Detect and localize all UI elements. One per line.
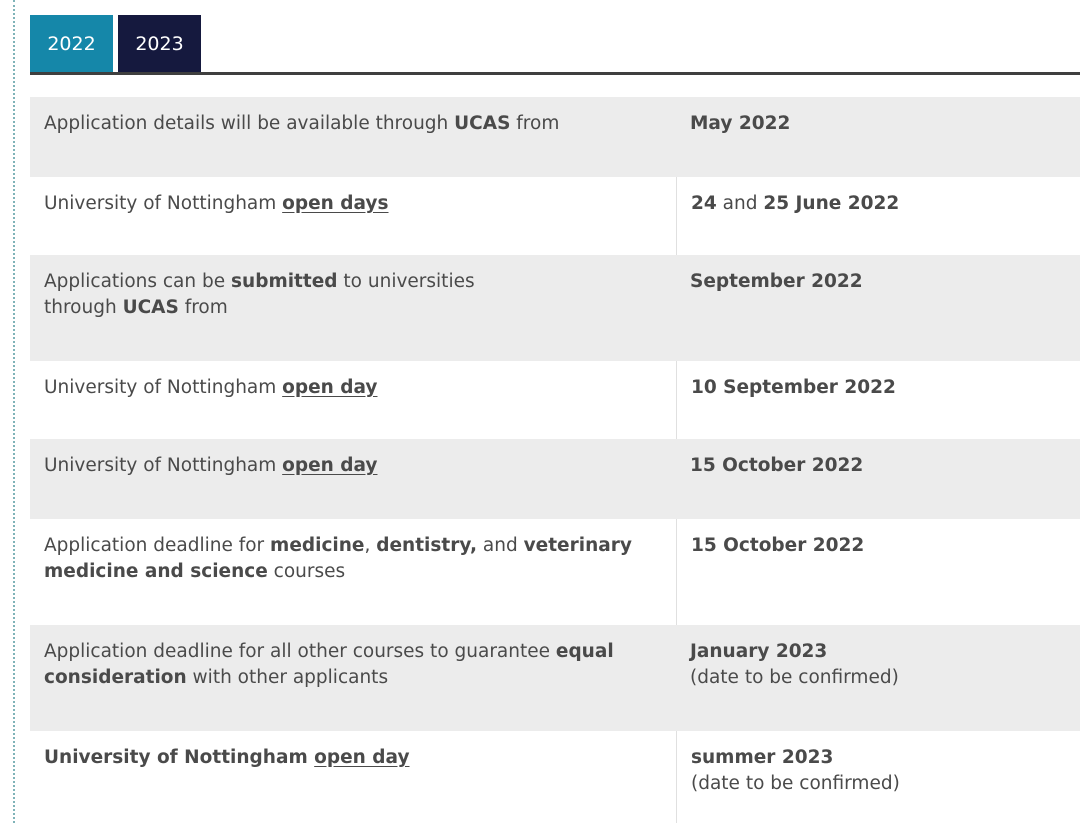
event-text-part: University of Nottingham bbox=[44, 747, 315, 768]
date-cell bbox=[676, 361, 1080, 439]
event-text-part: with other applicants bbox=[186, 667, 389, 688]
date-cell bbox=[676, 731, 1080, 823]
event-cell bbox=[30, 255, 676, 361]
open-days-link[interactable]: open days bbox=[282, 193, 389, 214]
date-part: and bbox=[716, 193, 764, 214]
event-text bbox=[44, 375, 656, 401]
event-text bbox=[44, 111, 656, 137]
event-text bbox=[44, 453, 656, 479]
tab-2023[interactable]: 2023 bbox=[118, 15, 201, 73]
event-cell bbox=[30, 97, 676, 177]
table-row bbox=[30, 625, 1080, 731]
equal-consideration-emphasis: consideration bbox=[44, 667, 187, 688]
event-text-part: University of Nottingham bbox=[44, 193, 283, 214]
event-cell bbox=[30, 731, 676, 823]
tab-underline bbox=[30, 72, 1080, 75]
tab-2022[interactable]: 2022 bbox=[30, 15, 113, 73]
date-text bbox=[691, 191, 1080, 217]
event-cell bbox=[30, 625, 676, 731]
event-text-part: to universities bbox=[337, 271, 475, 292]
event-cell bbox=[30, 361, 676, 439]
open-day-link[interactable]: open day bbox=[314, 747, 410, 768]
event-text-part: Application deadline for bbox=[44, 535, 271, 556]
ucas-emphasis: UCAS bbox=[122, 297, 179, 318]
left-dotted-border bbox=[13, 0, 15, 823]
year-tabs bbox=[30, 15, 1080, 73]
table-row bbox=[30, 255, 1080, 361]
date-text: 10 September 2022 bbox=[691, 377, 896, 398]
event-text-part: and bbox=[477, 535, 524, 556]
date-cell bbox=[676, 625, 1080, 731]
event-text bbox=[44, 639, 656, 691]
open-day-link[interactable]: open day bbox=[282, 455, 378, 476]
table-row bbox=[30, 731, 1080, 823]
event-text-part: from bbox=[510, 113, 560, 134]
open-day-link[interactable]: open day bbox=[282, 377, 378, 398]
date-text: May 2022 bbox=[690, 113, 791, 134]
table-row bbox=[30, 97, 1080, 177]
date-cell bbox=[676, 439, 1080, 519]
event-text-part: Application deadline for all other courses to guarantee bbox=[44, 641, 556, 662]
course-emphasis: veterinary bbox=[523, 535, 632, 556]
event-cell bbox=[30, 177, 676, 255]
date-text: September 2022 bbox=[690, 271, 863, 292]
date-text: 15 October 2022 bbox=[691, 535, 865, 556]
event-text-part: Application details will be available through bbox=[44, 113, 455, 134]
date-note: (date to be confirmed) bbox=[691, 773, 900, 794]
event-text-part: from bbox=[178, 297, 228, 318]
course-emphasis: medicine bbox=[270, 535, 365, 556]
event-text-part: courses bbox=[267, 561, 346, 582]
date-part: 24 bbox=[691, 193, 717, 214]
submitted-emphasis: submitted bbox=[231, 271, 338, 292]
date-text: summer 2023 bbox=[691, 747, 834, 768]
course-emphasis: dentistry, bbox=[376, 535, 478, 556]
date-cell bbox=[676, 177, 1080, 255]
date-note: (date to be confirmed) bbox=[690, 667, 899, 688]
table-row bbox=[30, 439, 1080, 519]
event-cell bbox=[30, 439, 676, 519]
table-row bbox=[30, 361, 1080, 439]
event-text-part: University of Nottingham bbox=[44, 377, 283, 398]
table-row bbox=[30, 177, 1080, 255]
course-emphasis: medicine and science bbox=[44, 561, 268, 582]
event-text-part: University of Nottingham bbox=[44, 455, 283, 476]
table-row bbox=[30, 519, 1080, 625]
date-part: 25 June 2022 bbox=[763, 193, 900, 214]
date-cell bbox=[676, 255, 1080, 361]
event-text-part: Applications can be bbox=[44, 271, 232, 292]
event-text-part: , bbox=[364, 535, 377, 556]
event-text bbox=[44, 533, 656, 585]
event-text bbox=[44, 269, 656, 321]
date-cell bbox=[676, 97, 1080, 177]
event-text-part: through bbox=[44, 297, 123, 318]
event-text bbox=[44, 191, 656, 217]
equal-consideration-emphasis: equal bbox=[555, 641, 614, 662]
date-cell bbox=[676, 519, 1080, 625]
date-text: 15 October 2022 bbox=[690, 455, 864, 476]
event-cell bbox=[30, 519, 676, 625]
date-text: January 2023 bbox=[690, 641, 828, 662]
event-text bbox=[44, 745, 656, 771]
ucas-emphasis: UCAS bbox=[454, 113, 511, 134]
